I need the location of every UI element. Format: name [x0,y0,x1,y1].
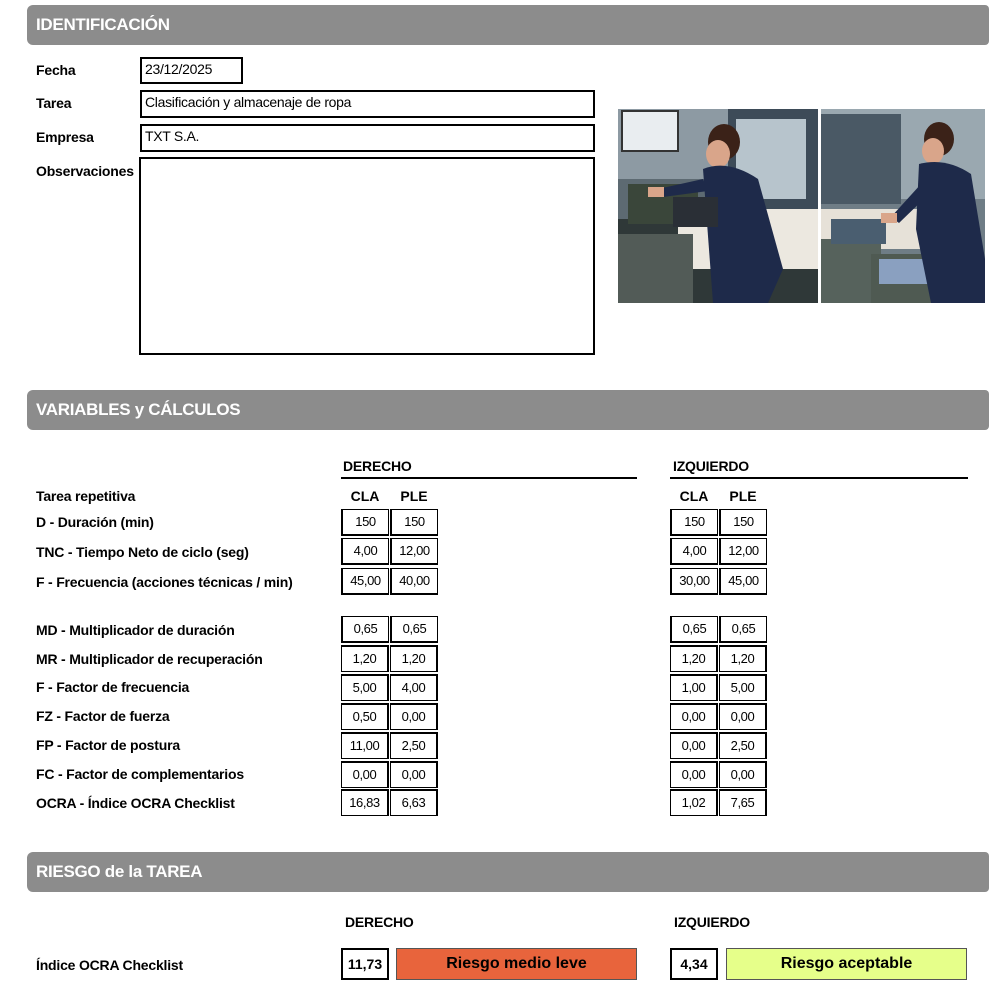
der-ocra-result: 11,73 [341,948,389,980]
row-label-md: MD - Multiplicador de duración [36,622,235,638]
row-label-frecuencia: F - Frecuencia (acciones técnicas / min) [36,574,293,590]
izq-ple-duracion: 150 [719,509,767,536]
der-cla-complementarios: 0,00 [341,761,389,788]
izq-risk-badge: Riesgo aceptable [726,948,967,980]
row-label-ocra: OCRA - Índice OCRA Checklist [36,795,235,811]
der-ple-postura: 2,50 [390,732,438,759]
der-col-cla: CLA [350,488,380,504]
izq-ocra-result: 4,34 [670,948,718,980]
izq-ple-mr: 1,20 [719,645,767,672]
der-ple-ocra: 6,63 [390,789,438,816]
riesgo-izquierdo-heading: IZQUIERDO [674,914,750,930]
der-cla-md: 0,65 [341,616,389,643]
row-label-factor-frecuencia: F - Factor de frecuencia [36,679,190,695]
izq-cla-ocra: 1,02 [670,789,718,816]
izq-col-ple: PLE [729,488,757,504]
izq-cla-tnc: 4,00 [670,538,718,565]
tarea-field[interactable]: Clasificación y almacenaje de ropa [140,90,595,118]
izq-ple-factor-frecuencia: 5,00 [719,674,767,701]
izq-cla-complementarios: 0,00 [670,761,718,788]
izq-cla-duracion: 150 [670,509,718,536]
izq-cla-frecuencia: 30,00 [670,568,718,595]
der-cla-factor-frecuencia: 5,00 [341,674,389,701]
row-label-fuerza: FZ - Factor de fuerza [36,708,170,724]
der-ple-duracion: 150 [390,509,438,536]
derecho-divider [341,477,637,479]
izq-ple-md: 0,65 [719,616,767,643]
der-ple-factor-frecuencia: 4,00 [390,674,438,701]
section-header-identificacion: IDENTIFICACIÓN [27,5,989,45]
row-label-duracion: D - Duración (min) [36,514,154,530]
der-ple-mr: 1,20 [390,645,438,672]
der-cla-ocra: 16,83 [341,789,389,816]
fecha-label: Fecha [36,62,76,78]
task-photo-left [618,109,818,303]
indice-ocra-label: Índice OCRA Checklist [36,957,183,973]
izq-cla-md: 0,65 [670,616,718,643]
observaciones-label: Observaciones [36,163,134,179]
izq-cla-factor-frecuencia: 1,00 [670,674,718,701]
der-ple-tnc: 12,00 [390,538,438,565]
izq-cla-mr: 1,20 [670,645,718,672]
izq-ple-tnc: 12,00 [719,538,767,565]
izquierdo-heading: IZQUIERDO [673,458,749,474]
izq-cla-fuerza: 0,00 [670,703,718,730]
row-label-postura: FP - Factor de postura [36,737,180,753]
der-cla-duracion: 150 [341,509,389,536]
der-cla-tnc: 4,00 [341,538,389,565]
izquierdo-divider [670,477,968,479]
der-ple-fuerza: 0,00 [390,703,438,730]
izq-ple-frecuencia: 45,00 [719,568,767,595]
der-ple-frecuencia: 40,00 [390,568,438,595]
task-photo-right [821,109,985,303]
der-cla-fuerza: 0,50 [341,703,389,730]
izq-ple-complementarios: 0,00 [719,761,767,788]
izq-cla-postura: 0,00 [670,732,718,759]
empresa-label: Empresa [36,129,94,145]
riesgo-derecho-heading: DERECHO [345,914,414,930]
der-ple-complementarios: 0,00 [390,761,438,788]
section-header-riesgo: RIESGO de la TAREA [27,852,989,892]
der-risk-badge: Riesgo medio leve [396,948,637,980]
der-cla-postura: 11,00 [341,732,389,759]
tarea-repetitiva-label: Tarea repetitiva [36,488,136,504]
row-label-tnc: TNC - Tiempo Neto de ciclo (seg) [36,544,249,560]
observaciones-field[interactable] [139,157,595,355]
der-cla-frecuencia: 45,00 [341,568,389,595]
empresa-field[interactable]: TXT S.A. [140,124,595,152]
section-header-variables: VARIABLES y CÁLCULOS [27,390,989,430]
row-label-complementarios: FC - Factor de complementarios [36,766,244,782]
row-label-mr: MR - Multiplicador de recuperación [36,651,263,667]
der-cla-mr: 1,20 [341,645,389,672]
tarea-label: Tarea [36,95,72,111]
fecha-field[interactable]: 23/12/2025 [140,57,243,84]
izq-ple-ocra: 7,65 [719,789,767,816]
der-col-ple: PLE [400,488,428,504]
derecho-heading: DERECHO [343,458,412,474]
izq-ple-postura: 2,50 [719,732,767,759]
der-ple-md: 0,65 [390,616,438,643]
izq-ple-fuerza: 0,00 [719,703,767,730]
izq-col-cla: CLA [679,488,709,504]
